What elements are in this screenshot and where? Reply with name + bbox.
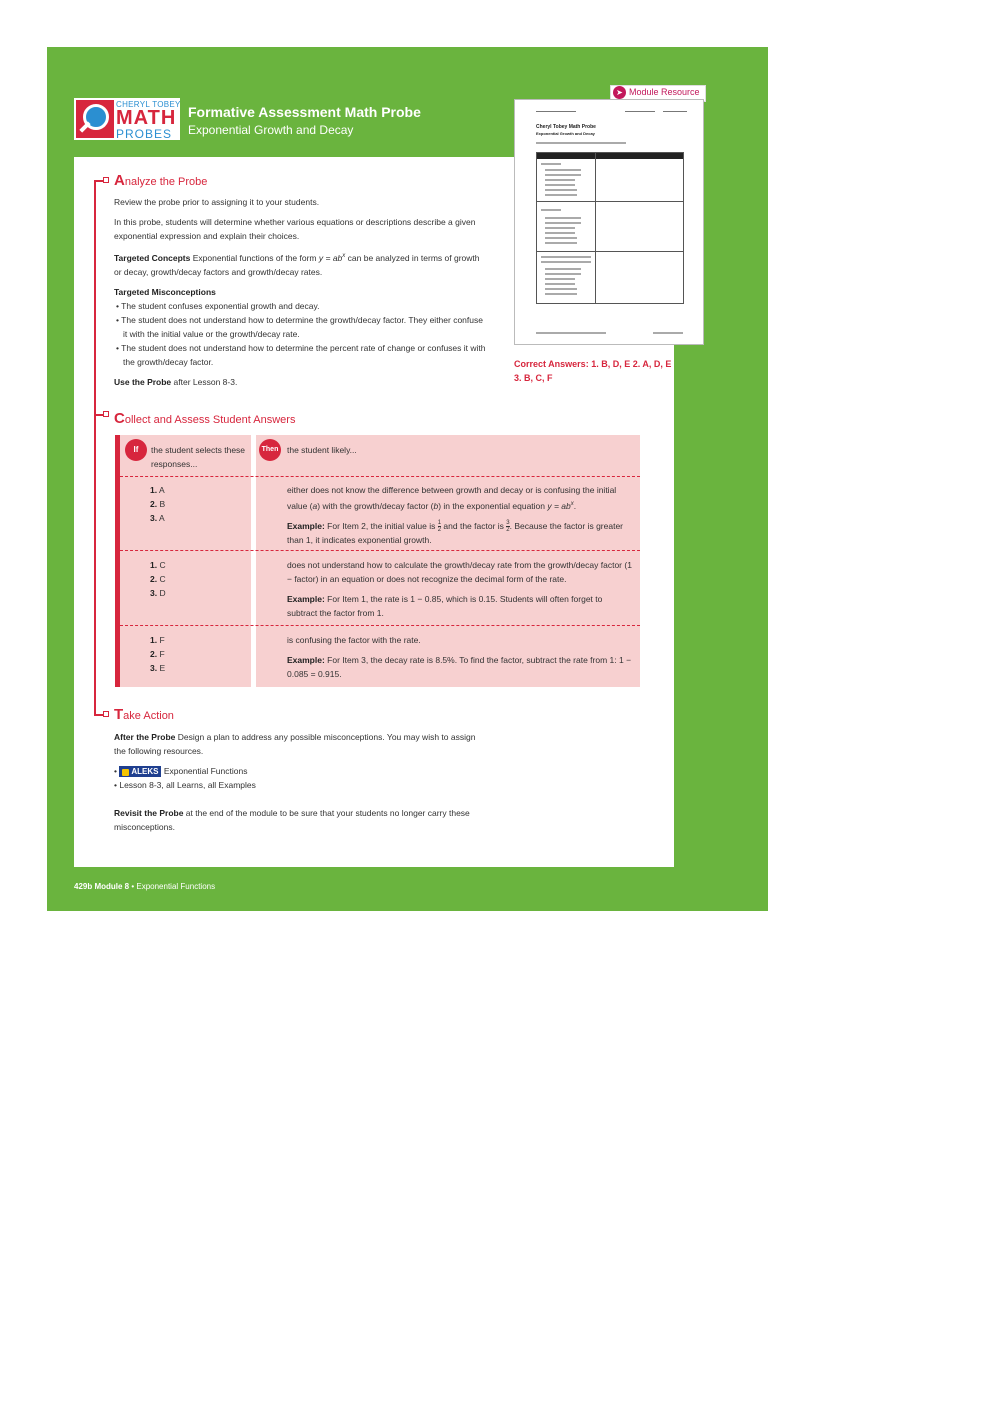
lesson-resource: • Lesson 8-3, all Learns, all Examples (114, 780, 256, 790)
targeted-misconceptions-label: Targeted Misconceptions (114, 286, 216, 297)
thumb-title: Cheryl Tobey Math Probe (536, 124, 596, 130)
thumb-item-line (545, 232, 575, 234)
bracket-square (103, 711, 109, 717)
aleks-logo[interactable]: ALEKS (119, 766, 161, 777)
row2-explanation: does not understand how to calculate the growth/decay rate from the growth/decay factor (1 − factor) in an equation or does not recognize the decimal form of the rate. Example: For Item 1, the rate is 1 − 0.85, which is 0.15. Students will often forget to subtract the factor from 1. (287, 560, 632, 618)
logo-line3: PROBES (116, 127, 173, 141)
fraction-one-half: $\frac{1}{2}$ (437, 520, 442, 534)
logo-line1: CHERYL TOBEY (116, 100, 181, 109)
misconception-3: • The student does not understand how to determine the percent rate of change or confuses it with the growth/decay factor. (116, 342, 486, 367)
analyze-body (114, 195, 486, 395)
if-header: the student selects these responses... (151, 445, 246, 469)
thumb-item-line (545, 278, 575, 280)
row3-answers: 1. F 2. F 3. E (150, 635, 166, 673)
row1-answers: 1. A 2. B 3. A (150, 485, 166, 523)
fraction-three-halves: $\frac{3}{2}$ (506, 520, 510, 534)
thumb-item-line (545, 227, 575, 229)
aleks-resource: • ALEKS Exponential Functions (114, 766, 248, 777)
thumb-item-line (541, 209, 561, 211)
cursor-icon: ➤ (613, 86, 626, 99)
thumb-item-line (545, 194, 577, 196)
math-probes-logo (74, 98, 180, 140)
thumb-item-line (545, 268, 581, 270)
thumb-item-line (545, 189, 577, 191)
module-resource-label: Module Resource (629, 87, 700, 97)
if-badge: If (125, 439, 147, 461)
row1-explanation: either does not know the difference between growth and decay or is confusing the initial value (a) with the growth/decay factor (b) in the exponential equation $y = ab^x$. Example: For Item 2, the initial value is $\frac{1}{2}$ and the factor is $\frac{3}{2}$ . Because the factor is greater than 1, it indicates exponential growth. (287, 485, 624, 546)
misconception-1: • The student confuses exponential growth and decay. (116, 300, 320, 311)
table-red-bar (115, 435, 120, 687)
row2-answers: 1. C 2. C 3. D (150, 560, 166, 598)
thumb-item-line (545, 242, 577, 244)
collect-heading: Collect and Assess Student Answers (114, 410, 296, 427)
analyze-p2: In this probe, students will determine whether various equations or descriptions describe a given exponential expression and explain their choices. (114, 217, 476, 241)
row-divider (120, 625, 640, 626)
thumb-period-line (663, 111, 687, 112)
analyze-p1: Review the probe prior to assigning it to your students. (114, 197, 320, 207)
thumb-item-line (545, 174, 581, 176)
thumb-item-line (541, 163, 561, 165)
thumb-item-line (545, 288, 577, 290)
thumb-item-line (545, 293, 577, 295)
thumb-item-line (545, 179, 575, 181)
page-title: Formative Assessment Math Probe (188, 104, 421, 120)
thumb-grid (536, 152, 684, 304)
thumb-subtitle: Exponential Growth and Decay (536, 131, 595, 136)
correct-answers: Correct Answers: 1. B, D, E 2. A, D, E 3. B, C, F (514, 359, 672, 383)
thumb-item-line (541, 256, 591, 258)
row-divider (120, 476, 640, 477)
section-bracket-line (94, 180, 96, 716)
thumb-date-line (625, 111, 655, 112)
revisit-the-probe: Revisit the Probe at the end of the module to be sure that your students no longer carry these misconceptions. (114, 808, 470, 832)
thumb-item-line (545, 184, 575, 186)
row3-explanation: is confusing the factor with the rate. Example: For Item 3, the decay rate is 8.5%. To find the factor, subtract the rate from 1: 1 − 0.085 = 0.915. (287, 635, 632, 679)
thumb-name-line (536, 111, 576, 112)
misconception-2: • The student does not understand how to determine the growth/decay factor. They either confuse it with the initial value or the growth/decay rate. (116, 314, 483, 339)
page-footer: 429b Module 8 • Exponential Functions (74, 882, 216, 891)
thumb-grid-row-line (537, 251, 683, 252)
if-then-table (115, 435, 640, 687)
probe-worksheet-thumbnail[interactable] (514, 99, 704, 345)
thumb-footer-line (653, 332, 683, 334)
thumb-footer-line (536, 332, 606, 334)
logo-line2: MATH (116, 107, 177, 129)
thumb-item-line (545, 222, 581, 224)
targeted-concepts: Targeted Concepts Exponential functions of the form $y = ab^x$ can be analyzed in terms of growth or decay, growth/decay factors and growth/decay rates. (114, 252, 480, 277)
then-header: the student likely... (287, 445, 357, 455)
thumb-item-line (545, 273, 581, 275)
thumb-item-line (541, 261, 591, 263)
thumb-item-line (545, 283, 575, 285)
use-the-probe: Use the Probe after Lesson 8-3. (114, 376, 238, 387)
analyze-heading: Analyze the Probe (114, 172, 208, 189)
thumb-item-line (545, 169, 581, 171)
thumb-grid-header (537, 153, 683, 159)
then-badge: Then (259, 439, 281, 461)
row-divider (120, 550, 640, 551)
after-the-probe: After the Probe Design a plan to address any possible misconceptions. You may wish to assign the following resources. (114, 732, 476, 756)
thumb-grid-row-line (537, 201, 683, 202)
take-action-heading: Take Action (114, 706, 174, 723)
thumb-directions (536, 142, 626, 144)
thumb-grid-divider (595, 153, 596, 303)
take-action-body (114, 730, 486, 840)
bracket-square (103, 411, 109, 417)
page-subtitle: Exponential Growth and Decay (188, 123, 354, 137)
thumb-item-line (545, 217, 581, 219)
bracket-square (103, 177, 109, 183)
thumb-item-line (545, 237, 577, 239)
